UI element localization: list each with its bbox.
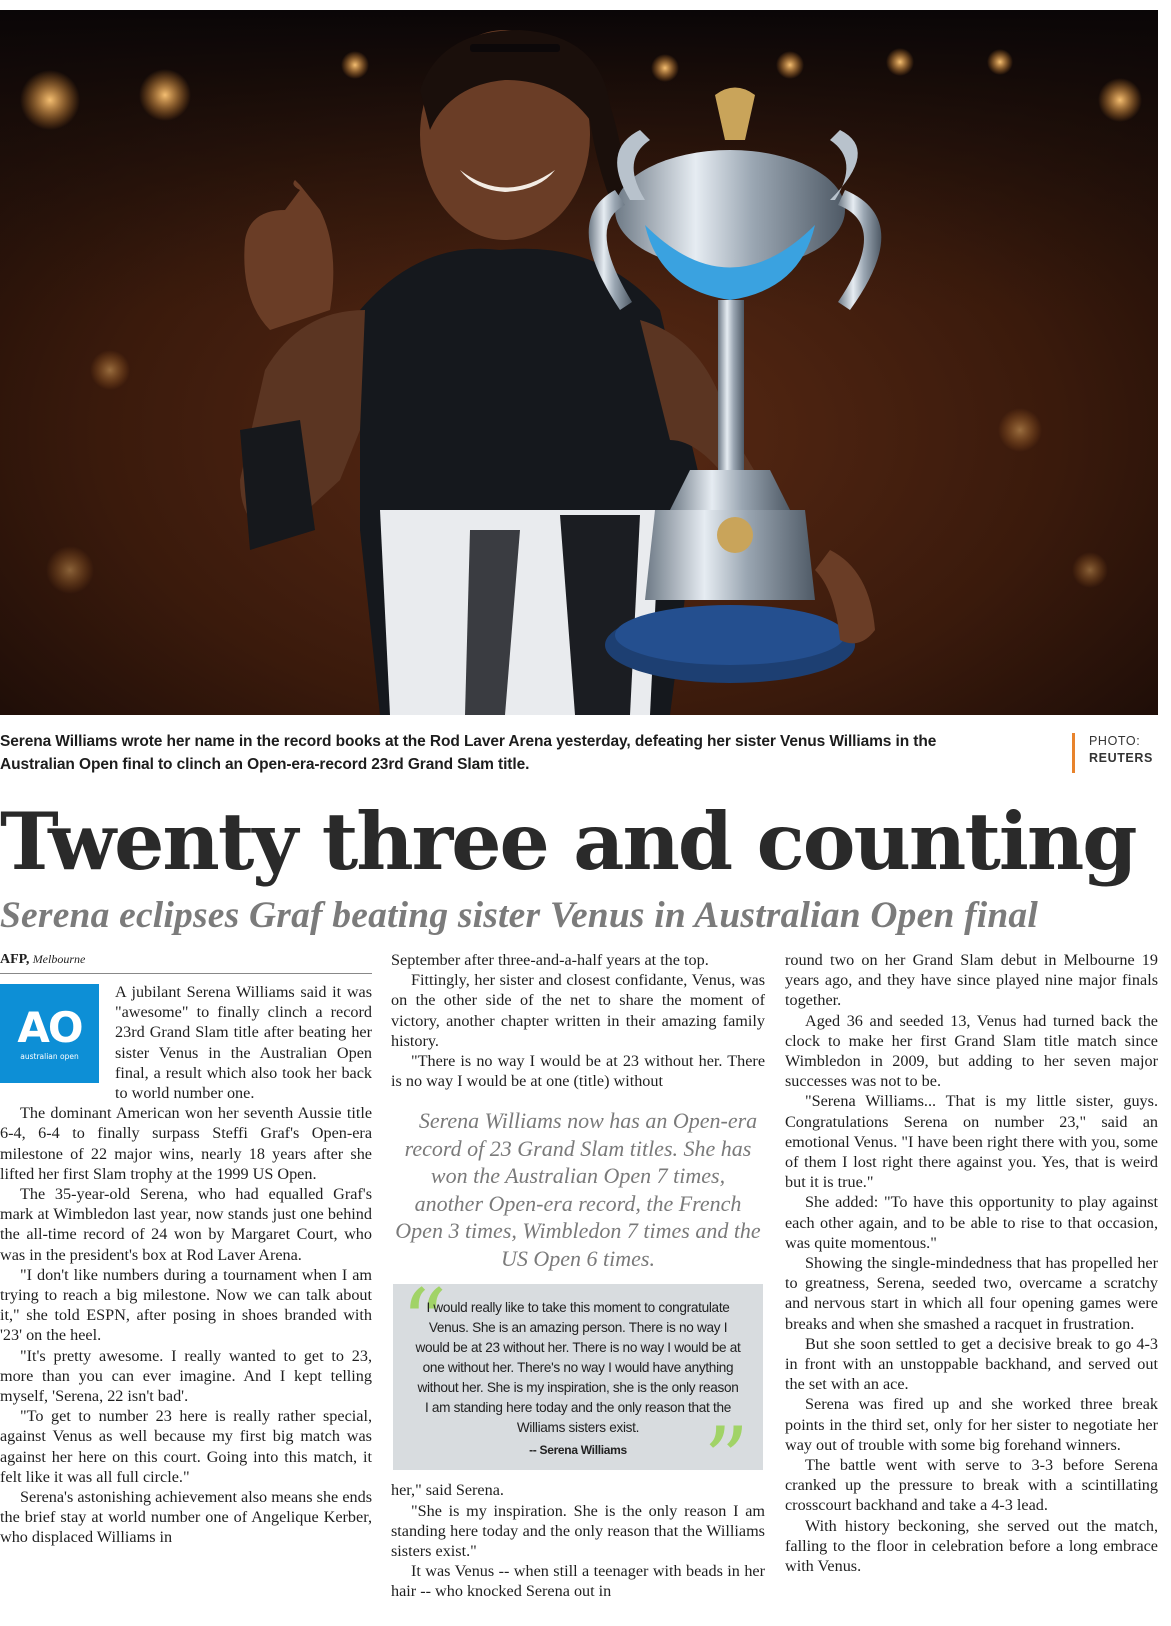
article-column-1 [0, 950, 372, 1548]
australian-open-logo [0, 984, 99, 1083]
quote-box-text: I would really like to take this moment to congratulate Venus. She is an amazing person. There is no way I would be at 23 without her. There is no way I would be at one without her. There's no way I would have anything without her. She is my inspiration, she is the only reason I am standing here today and the only reason that the Williams sisters exist. [415, 1300, 741, 1436]
article-paragraph: The dominant American won her seventh Aussie title 6-4, 6-4 to finally surpass Steffi Graf's Open-era milestone of 22 major wins, nearly 18 years after she lifted her first Slam trophy at the 1999 US Open. [0, 1104, 372, 1183]
photo-credit-source: REUTERS [1089, 751, 1153, 765]
hero-photo [0, 10, 1158, 715]
article-paragraph: The 35-year-old Serena, who had equalled Graf's mark at Wimbledon last year, now stands just one behind the all-time record of 24 won by Margaret Court, who was in the president's box at Rod Laver Arena. [0, 1185, 372, 1264]
open-quote-icon: “ [401, 1270, 447, 1376]
article-paragraph: her," said Serena. [391, 1481, 504, 1500]
article-paragraph: "She is my inspiration. She is the only reason I am standing here today and the only reason that the Williams sisters exist." [391, 1501, 765, 1561]
quote-box-attribution: -- Serena Williams [529, 1443, 627, 1458]
article-paragraph: Showing the single-mindedness that has propelled her to greatness, Serena, seeded two, overcame a scratchy and nervous start in which all four opening games were breaks and when she smashed a racquet in frustration. [785, 1254, 1158, 1333]
close-quote-icon: ” [703, 1408, 749, 1514]
ao-logo-mark: AO [17, 1003, 82, 1052]
photo-serena-williams-trophy [0, 10, 1158, 715]
photo-caption: Serena Williams wrote her name in the record books at the Rod Laver Arena yesterday, defeating her sister Venus Williams in the Australian Open final to clinch an Open-era-record 23rd Grand Slam title. [0, 733, 937, 773]
article-paragraph: September after three-and-a-half years at the top. [391, 951, 709, 969]
photo-credit-label: PHOTO: [1089, 734, 1141, 748]
ao-logo-icon [0, 984, 99, 1083]
article-column-2 [391, 950, 765, 1602]
article-paragraph: With history beckoning, she served out the match, falling to the floor in celebration before a long embrace with Venus. [785, 1516, 1158, 1576]
article-paragraph: round two on her Grand Slam debut in Melbourne 19 years ago, and they have since played nine major finals together. [785, 951, 1158, 1010]
article-paragraph: A jubilant Serena Williams said it was "awesome" to finally clinch a record 23rd Grand Slam title after beating her sister Venus in the Australian Open final, a result which also took her back to world number one. [115, 983, 372, 1103]
article-paragraph: "There is no way I would be at 23 without her. There is no way I would be at one (title) without [391, 1052, 765, 1091]
article-paragraph: Serena's astonishing achievement also means she ends the brief stay at world number one of Angelique Kerber, who displaced Williams in [0, 1488, 372, 1547]
byline-place: Melbourne [32, 952, 86, 966]
article-paragraph: She added: "To have this opportunity to play against each other again, and to be able to rise to that occasion, was quite momentous." [785, 1193, 1158, 1252]
article-paragraph: Serena was fired up and she worked three break points in the third set, only for her sister to negotiate her way out of trouble with some big forehand winners. [785, 1395, 1158, 1454]
subheadline: Serena eclipses Graf beating sister Venus in Australian Open final [0, 895, 1039, 936]
photo-credit [1072, 733, 1153, 773]
article-paragraph: "I don't like numbers during a tournament when I am trying to reach a big milestone. Now we can talk about it," she told ESPN, after posing in shoes branded with '23' on the heel. [0, 1265, 372, 1345]
article-paragraph: "Serena Williams... That is my little sister, guys. Congratulations Serena on number 23," said an emotional Venus. "I have been right there with you, some of them I lost right there against you. Yes, that is weird but it is true." [785, 1092, 1158, 1192]
article-column-3 [785, 950, 1158, 1576]
article-paragraph: Fittingly, her sister and closest confidante, Venus, was on the other side of the net to share the moment of victory, another chapter written in their amazing family history. [391, 971, 765, 1050]
article-paragraph: The battle went with serve to 3-3 before Serena cranked up the pressure to break with a scintillating crosscourt backhand and take a 4-3 lead. [785, 1456, 1158, 1515]
article-paragraph: "It's pretty awesome. I really wanted to get to 23, more than you can ever imagine. And I kept telling myself, 'Serena, 22 isn't bad'. [0, 1346, 372, 1406]
headline: Twenty three and counting [0, 795, 1136, 888]
byline-agency: AFP, [0, 952, 30, 967]
article-paragraph: But she soon settled to get a decisive break to go 4-3 in front with an unstoppable backhand, and served out the set with an ace. [785, 1334, 1158, 1394]
article-paragraph: It was Venus -- when still a teenager with beads in her hair -- who knocked Serena out in [391, 1562, 765, 1601]
article-paragraph: "To get to number 23 here is really rather special, against Venus as well because my first big match was against her here on this court. Going into this match, it felt like it was all full circle." [0, 1407, 372, 1486]
article-paragraph: Aged 36 and seeded 13, Venus had turned back the clock to make her first Grand Slam title match since Wimbledon in 2009, but adding to her seven major successes was not to be. [785, 1011, 1158, 1091]
ao-logo-text: australian open [20, 1052, 79, 1061]
byline [0, 950, 372, 974]
pull-quote: Serena Williams now has an Open-era record of 23 Grand Slam titles. She has won the Australian Open 7 times, another Open-era record, the French Open 3 times, Wimbledon 7 times and the US Open 6 times. [395, 1108, 761, 1271]
